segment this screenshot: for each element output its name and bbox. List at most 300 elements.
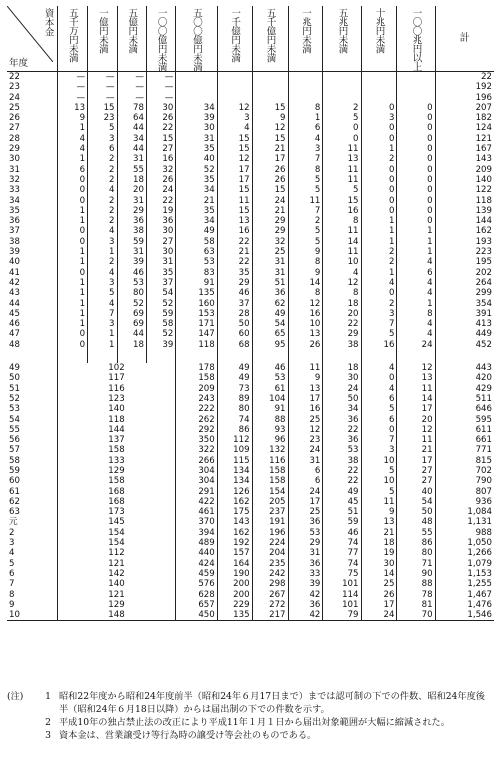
year-cell: 42 [9, 277, 20, 288]
value-cell: 10 [323, 257, 361, 267]
value-cell: 0 [57, 226, 88, 236]
value-cell [397, 72, 435, 83]
value-cell: 6 [88, 144, 117, 154]
total-cell: 391 [435, 309, 494, 319]
value-cell: 1 [57, 216, 88, 226]
value-cell [217, 72, 252, 83]
value-cell: 63 [176, 247, 217, 257]
value-cell: 1 [57, 247, 88, 257]
value-cell: 29 [217, 278, 252, 288]
value-cell: 134 [217, 476, 252, 486]
total-cell: 988 [435, 528, 494, 538]
note-text: 平成10年の独占禁止法の改正により平成11年１月１日から届出対象範囲が大幅に縮減された。 [59, 717, 450, 728]
value-cell: 6 [361, 415, 397, 425]
value-cell [176, 82, 217, 92]
value-cell: 229 [217, 600, 252, 610]
value-cell: 18 [117, 175, 146, 185]
merged-under-100m-cell: 137 [57, 435, 176, 445]
value-cell: 29 [323, 329, 361, 339]
value-cell: 88 [252, 415, 288, 425]
value-cell: 2 [88, 216, 117, 226]
value-cell: 205 [252, 497, 288, 507]
merged-under-100m-cell: 117 [57, 373, 176, 383]
merged-under-100m-cell: 129 [57, 600, 176, 610]
value-cell [397, 82, 435, 92]
value-cell: 0 [361, 103, 397, 113]
table-row [7, 134, 494, 144]
value-cell: 489 [176, 538, 217, 548]
total-cell: 354 [435, 299, 494, 309]
value-cell: 51 [252, 278, 288, 288]
value-cell: 31 [176, 134, 217, 144]
value-cell: 53 [117, 278, 146, 288]
value-cell: 5 [288, 185, 323, 195]
year-cell: 58 [9, 455, 20, 466]
merged-under-100m-cell: 102 [57, 363, 176, 373]
value-cell: 36 [323, 435, 361, 445]
year-cell: 54 [9, 414, 20, 425]
value-cell: 53 [288, 528, 323, 538]
value-cell: 1 [57, 309, 88, 319]
value-cell: 54 [146, 288, 175, 298]
value-cell: 3 [217, 113, 252, 123]
value-cell: 4 [397, 278, 435, 288]
value-cell: 39 [146, 340, 175, 350]
value-cell: 267 [252, 590, 288, 600]
value-cell: 5 [288, 237, 323, 247]
value-cell: 34 [117, 134, 146, 144]
value-cell: 266 [176, 456, 217, 466]
value-cell: 101 [323, 600, 361, 610]
table-row [7, 559, 494, 569]
total-cell: 452 [435, 340, 494, 350]
table-row [7, 175, 494, 185]
year-cell: 61 [9, 486, 20, 497]
value-cell: 5 [323, 113, 361, 123]
merged-under-100m-cell: 154 [57, 528, 176, 538]
year-cell: 元 [9, 517, 18, 528]
value-cell: 88 [397, 579, 435, 589]
value-cell [288, 93, 323, 103]
value-cell: 5 [288, 175, 323, 185]
value-cell: 157 [217, 548, 252, 558]
total-cell: 140 [435, 175, 494, 185]
table-row [7, 268, 494, 278]
column-header-lt-1t: 一兆円未満 [288, 6, 323, 72]
year-cell: 44 [9, 298, 20, 309]
value-cell: 3 [88, 237, 117, 247]
value-cell: 34 [176, 216, 217, 226]
year-cell: 53 [9, 404, 20, 415]
merged-under-100m-cell: 133 [57, 456, 176, 466]
year-cell: 32 [9, 174, 20, 185]
value-cell: 7 [88, 309, 117, 319]
value-cell: 31 [117, 247, 146, 257]
total-cell: 1,050 [435, 538, 494, 548]
total-cell: 646 [435, 404, 494, 414]
value-cell: 74 [323, 538, 361, 548]
value-cell: — [146, 93, 175, 103]
value-cell: 30 [146, 247, 175, 257]
value-cell: 18 [323, 363, 361, 373]
value-cell: 24 [252, 196, 288, 206]
year-cell: 45 [9, 308, 20, 319]
value-cell: 30 [146, 103, 175, 113]
value-cell: 11 [323, 144, 361, 154]
total-cell: 443 [435, 363, 494, 373]
note-item [7, 729, 494, 742]
value-cell: 4 [361, 363, 397, 373]
value-cell: 1 [288, 113, 323, 123]
year-header-label: 年度 [9, 58, 29, 69]
value-cell: 13 [217, 216, 252, 226]
year-cell: 57 [9, 445, 20, 456]
value-cell: 25 [252, 247, 288, 257]
value-cell: 16 [288, 309, 323, 319]
value-cell: 147 [176, 329, 217, 339]
year-cell: 52 [9, 393, 20, 404]
year-cell: 10 [7, 610, 57, 621]
total-cell: 611 [435, 425, 494, 435]
value-cell: 4 [88, 268, 117, 278]
year-cell: 50 [9, 373, 20, 384]
table-row [7, 538, 494, 548]
header-row [7, 6, 494, 72]
value-cell: 29 [252, 226, 288, 236]
value-cell: 0 [361, 288, 397, 298]
value-cell: 3 [361, 309, 397, 319]
value-cell: 237 [252, 507, 288, 517]
value-cell: 27 [146, 144, 175, 154]
year-cell: 56 [9, 435, 20, 446]
value-cell: 36 [288, 517, 323, 527]
value-cell: 80 [397, 548, 435, 558]
value-cell: 25 [288, 507, 323, 517]
value-cell [361, 93, 397, 103]
note-number: 3 [45, 730, 51, 741]
value-cell: 350 [176, 435, 217, 445]
value-cell: 1 [397, 237, 435, 247]
value-cell: 3 [88, 278, 117, 288]
table-row [7, 476, 494, 486]
value-cell: 13 [361, 517, 397, 527]
value-cell: 11 [288, 196, 323, 206]
value-cell: 9 [288, 247, 323, 257]
merged-under-100m-cell: 158 [57, 476, 176, 486]
total-cell: 1,084 [435, 507, 494, 517]
value-cell: 0 [361, 425, 397, 435]
value-cell: 0 [397, 165, 435, 175]
year-cell: 23 [9, 82, 20, 93]
value-cell [217, 93, 252, 103]
year-cell: 43 [9, 288, 20, 299]
value-cell: 440 [176, 548, 217, 558]
value-cell: 12 [288, 299, 323, 309]
table-row [7, 415, 494, 425]
value-cell: 0 [361, 175, 397, 185]
value-cell: 38 [323, 456, 361, 466]
total-cell: 196 [435, 93, 494, 103]
value-cell: 118 [176, 340, 217, 350]
table-row [7, 288, 494, 298]
value-cell: 154 [252, 487, 288, 497]
value-cell: 33 [288, 569, 323, 579]
value-cell: 2 [361, 299, 397, 309]
value-cell: 34 [176, 103, 217, 113]
value-cell: 10 [361, 476, 397, 486]
value-cell [252, 93, 288, 103]
value-cell: 80 [117, 288, 146, 298]
value-cell: 19 [146, 206, 175, 216]
value-cell: — [146, 72, 175, 83]
value-cell: 13 [57, 103, 88, 113]
value-cell: 26 [288, 340, 323, 350]
column-header-lt-5t: 五兆円未満 [323, 6, 361, 72]
table-row [7, 103, 494, 113]
year-cell: 59 [9, 465, 20, 476]
value-cell: 5 [361, 404, 397, 414]
note-text: 資本金は、営業譲受け等行為時の譲受け等会社のものである。 [59, 730, 317, 741]
value-cell: 17 [397, 456, 435, 466]
merged-under-100m-cell: 148 [57, 610, 176, 621]
value-cell: 0 [397, 113, 435, 123]
value-cell: 59 [323, 517, 361, 527]
value-cell: 14 [361, 569, 397, 579]
value-cell: 36 [288, 600, 323, 610]
value-cell: 37 [146, 278, 175, 288]
merged-under-100m-cell: 112 [57, 548, 176, 558]
total-cell: 702 [435, 466, 494, 476]
value-cell: 78 [117, 103, 146, 113]
table-row [7, 517, 494, 527]
merged-under-100m-cell: 158 [57, 445, 176, 455]
value-cell [288, 72, 323, 83]
year-cell: 5 [9, 558, 15, 569]
value-cell: 36 [117, 216, 146, 226]
value-cell: 2 [88, 257, 117, 267]
value-cell: 31 [117, 196, 146, 206]
table-row [7, 216, 494, 226]
value-cell: 49 [217, 363, 252, 373]
value-cell: 29 [252, 216, 288, 226]
value-cell: 48 [397, 517, 435, 527]
value-cell: 143 [217, 517, 252, 527]
value-cell: 46 [217, 288, 252, 298]
value-cell [361, 82, 397, 92]
value-cell: 1 [361, 268, 397, 278]
value-cell: 158 [252, 466, 288, 476]
value-cell: 23 [88, 113, 117, 123]
value-cell: 2 [88, 196, 117, 206]
value-cell: 58 [176, 237, 217, 247]
value-cell: 13 [397, 373, 435, 383]
value-cell: 24 [323, 384, 361, 394]
note-item [7, 716, 494, 729]
value-cell: 40 [397, 487, 435, 497]
merged-under-100m-cell: 168 [57, 497, 176, 507]
value-cell: 6 [288, 476, 323, 486]
year-cell: 28 [9, 133, 20, 144]
year-cell: 39 [9, 247, 20, 258]
value-cell: 0 [361, 123, 397, 133]
total-cell: 790 [435, 476, 494, 486]
value-cell: 30 [323, 373, 361, 383]
value-cell: 36 [323, 415, 361, 425]
value-cell: 2 [323, 103, 361, 113]
table-row [7, 226, 494, 236]
value-cell: 22 [146, 196, 175, 206]
merged-under-100m-cell: 142 [57, 569, 176, 579]
value-cell: 13 [288, 329, 323, 339]
value-cell: 51 [323, 507, 361, 517]
merged-under-100m-cell: 144 [57, 425, 176, 435]
value-cell: 370 [176, 517, 217, 527]
value-cell: 1 [88, 340, 117, 350]
value-cell: 134 [217, 466, 252, 476]
value-cell: 4 [361, 278, 397, 288]
value-cell: 89 [217, 394, 252, 404]
column-header-lt-100m: 一億円未満 [88, 6, 117, 72]
value-cell: 9 [252, 113, 288, 123]
value-cell: 304 [176, 466, 217, 476]
merged-under-100m-cell: 154 [57, 538, 176, 548]
value-cell: 69 [117, 319, 146, 329]
value-cell: 21 [252, 144, 288, 154]
table-row [7, 72, 494, 83]
value-cell: 20 [323, 309, 361, 319]
value-cell: 8 [323, 288, 361, 298]
value-cell: 17 [288, 394, 323, 404]
value-cell: 14 [288, 278, 323, 288]
value-cell: 35 [176, 206, 217, 216]
value-cell: 158 [176, 373, 217, 383]
value-cell: 27 [146, 237, 175, 247]
value-cell: 1 [397, 299, 435, 309]
merged-under-100m-cell: 140 [57, 579, 176, 589]
value-cell: 14 [397, 394, 435, 404]
value-cell [176, 72, 217, 83]
value-cell: 164 [217, 559, 252, 569]
year-cell: 46 [9, 319, 20, 330]
value-cell: 224 [252, 538, 288, 548]
value-cell: 12 [397, 425, 435, 435]
value-cell: 31 [252, 257, 288, 267]
value-cell: 2 [288, 216, 323, 226]
year-cell: 30 [9, 154, 20, 165]
table-row [7, 404, 494, 414]
data-table [7, 6, 494, 621]
total-cell: 420 [435, 373, 494, 383]
value-cell: 576 [176, 579, 217, 589]
value-cell: 291 [176, 487, 217, 497]
value-cell: 17 [217, 165, 252, 175]
value-cell: 62 [252, 299, 288, 309]
value-cell: 21 [217, 247, 252, 257]
table-row [7, 435, 494, 445]
total-cell: 193 [435, 237, 494, 247]
value-cell: 8 [288, 288, 323, 298]
table-row [7, 123, 494, 133]
value-cell: 80 [217, 404, 252, 414]
value-cell: 34 [176, 185, 217, 195]
value-cell: 10 [361, 456, 397, 466]
year-cell: 49 [9, 363, 20, 374]
total-cell: 162 [435, 226, 494, 236]
merged-under-100m-cell: 168 [57, 487, 176, 497]
value-cell: 153 [176, 309, 217, 319]
merged-under-100m-cell: 123 [57, 394, 176, 404]
table-row [7, 165, 494, 175]
value-cell: 11 [361, 497, 397, 507]
value-cell: 322 [176, 445, 217, 455]
value-cell: 4 [217, 123, 252, 133]
value-cell: 29 [117, 206, 146, 216]
total-cell: 661 [435, 435, 494, 445]
value-cell: 37 [217, 299, 252, 309]
value-cell: 74 [217, 415, 252, 425]
value-cell: 0 [397, 144, 435, 154]
value-cell: 12 [217, 154, 252, 164]
notes-section [7, 690, 494, 742]
total-cell: 1,546 [435, 610, 494, 621]
value-cell: 17 [252, 154, 288, 164]
total-cell: 771 [435, 445, 494, 455]
notes-label: (注) [7, 691, 24, 702]
value-cell: 36 [252, 288, 288, 298]
note-text: 昭和22年度から昭和24年度前半（昭和24年６月17日まで）までは認可制の下での件数、昭和24年度後半（昭和24年６月18日以降）からは届出制の下での件数を示す。 [59, 691, 485, 715]
year-cell: 26 [9, 113, 20, 124]
table-row [7, 363, 494, 373]
value-cell: 2 [88, 206, 117, 216]
value-cell: 4 [57, 144, 88, 154]
value-cell: 200 [217, 579, 252, 589]
total-cell: 223 [435, 247, 494, 257]
value-cell: 19 [361, 548, 397, 558]
value-cell [323, 72, 361, 83]
value-cell: 36 [146, 216, 175, 226]
value-cell: 101 [323, 579, 361, 589]
value-cell: 0 [323, 123, 361, 133]
value-cell: 3 [88, 319, 117, 329]
value-cell: 15 [217, 144, 252, 154]
value-cell: 15 [217, 206, 252, 216]
column-header-total: 計 [435, 6, 494, 72]
value-cell: 11 [323, 165, 361, 175]
value-cell: — [117, 82, 146, 92]
merged-under-100m-cell: 129 [57, 466, 176, 476]
table-row [7, 247, 494, 257]
value-cell: 40 [176, 154, 217, 164]
value-cell: 196 [252, 528, 288, 538]
column-header-lt-500m: 五億円未満 [117, 6, 146, 72]
value-cell: 46 [252, 363, 288, 373]
value-cell: 0 [397, 185, 435, 195]
value-cell: 160 [176, 299, 217, 309]
total-cell: 1,467 [435, 590, 494, 600]
value-cell: 22 [323, 476, 361, 486]
value-cell: 0 [397, 134, 435, 144]
year-cell: 38 [9, 236, 20, 247]
table-row [7, 329, 494, 339]
value-cell: 0 [397, 206, 435, 216]
merged-under-100m-cell: 173 [57, 507, 176, 517]
value-cell: 75 [323, 569, 361, 579]
value-cell: 135 [176, 288, 217, 298]
value-cell: 7 [361, 319, 397, 329]
table-row [7, 384, 494, 394]
value-cell: 38 [117, 226, 146, 236]
value-cell: 1 [397, 247, 435, 257]
